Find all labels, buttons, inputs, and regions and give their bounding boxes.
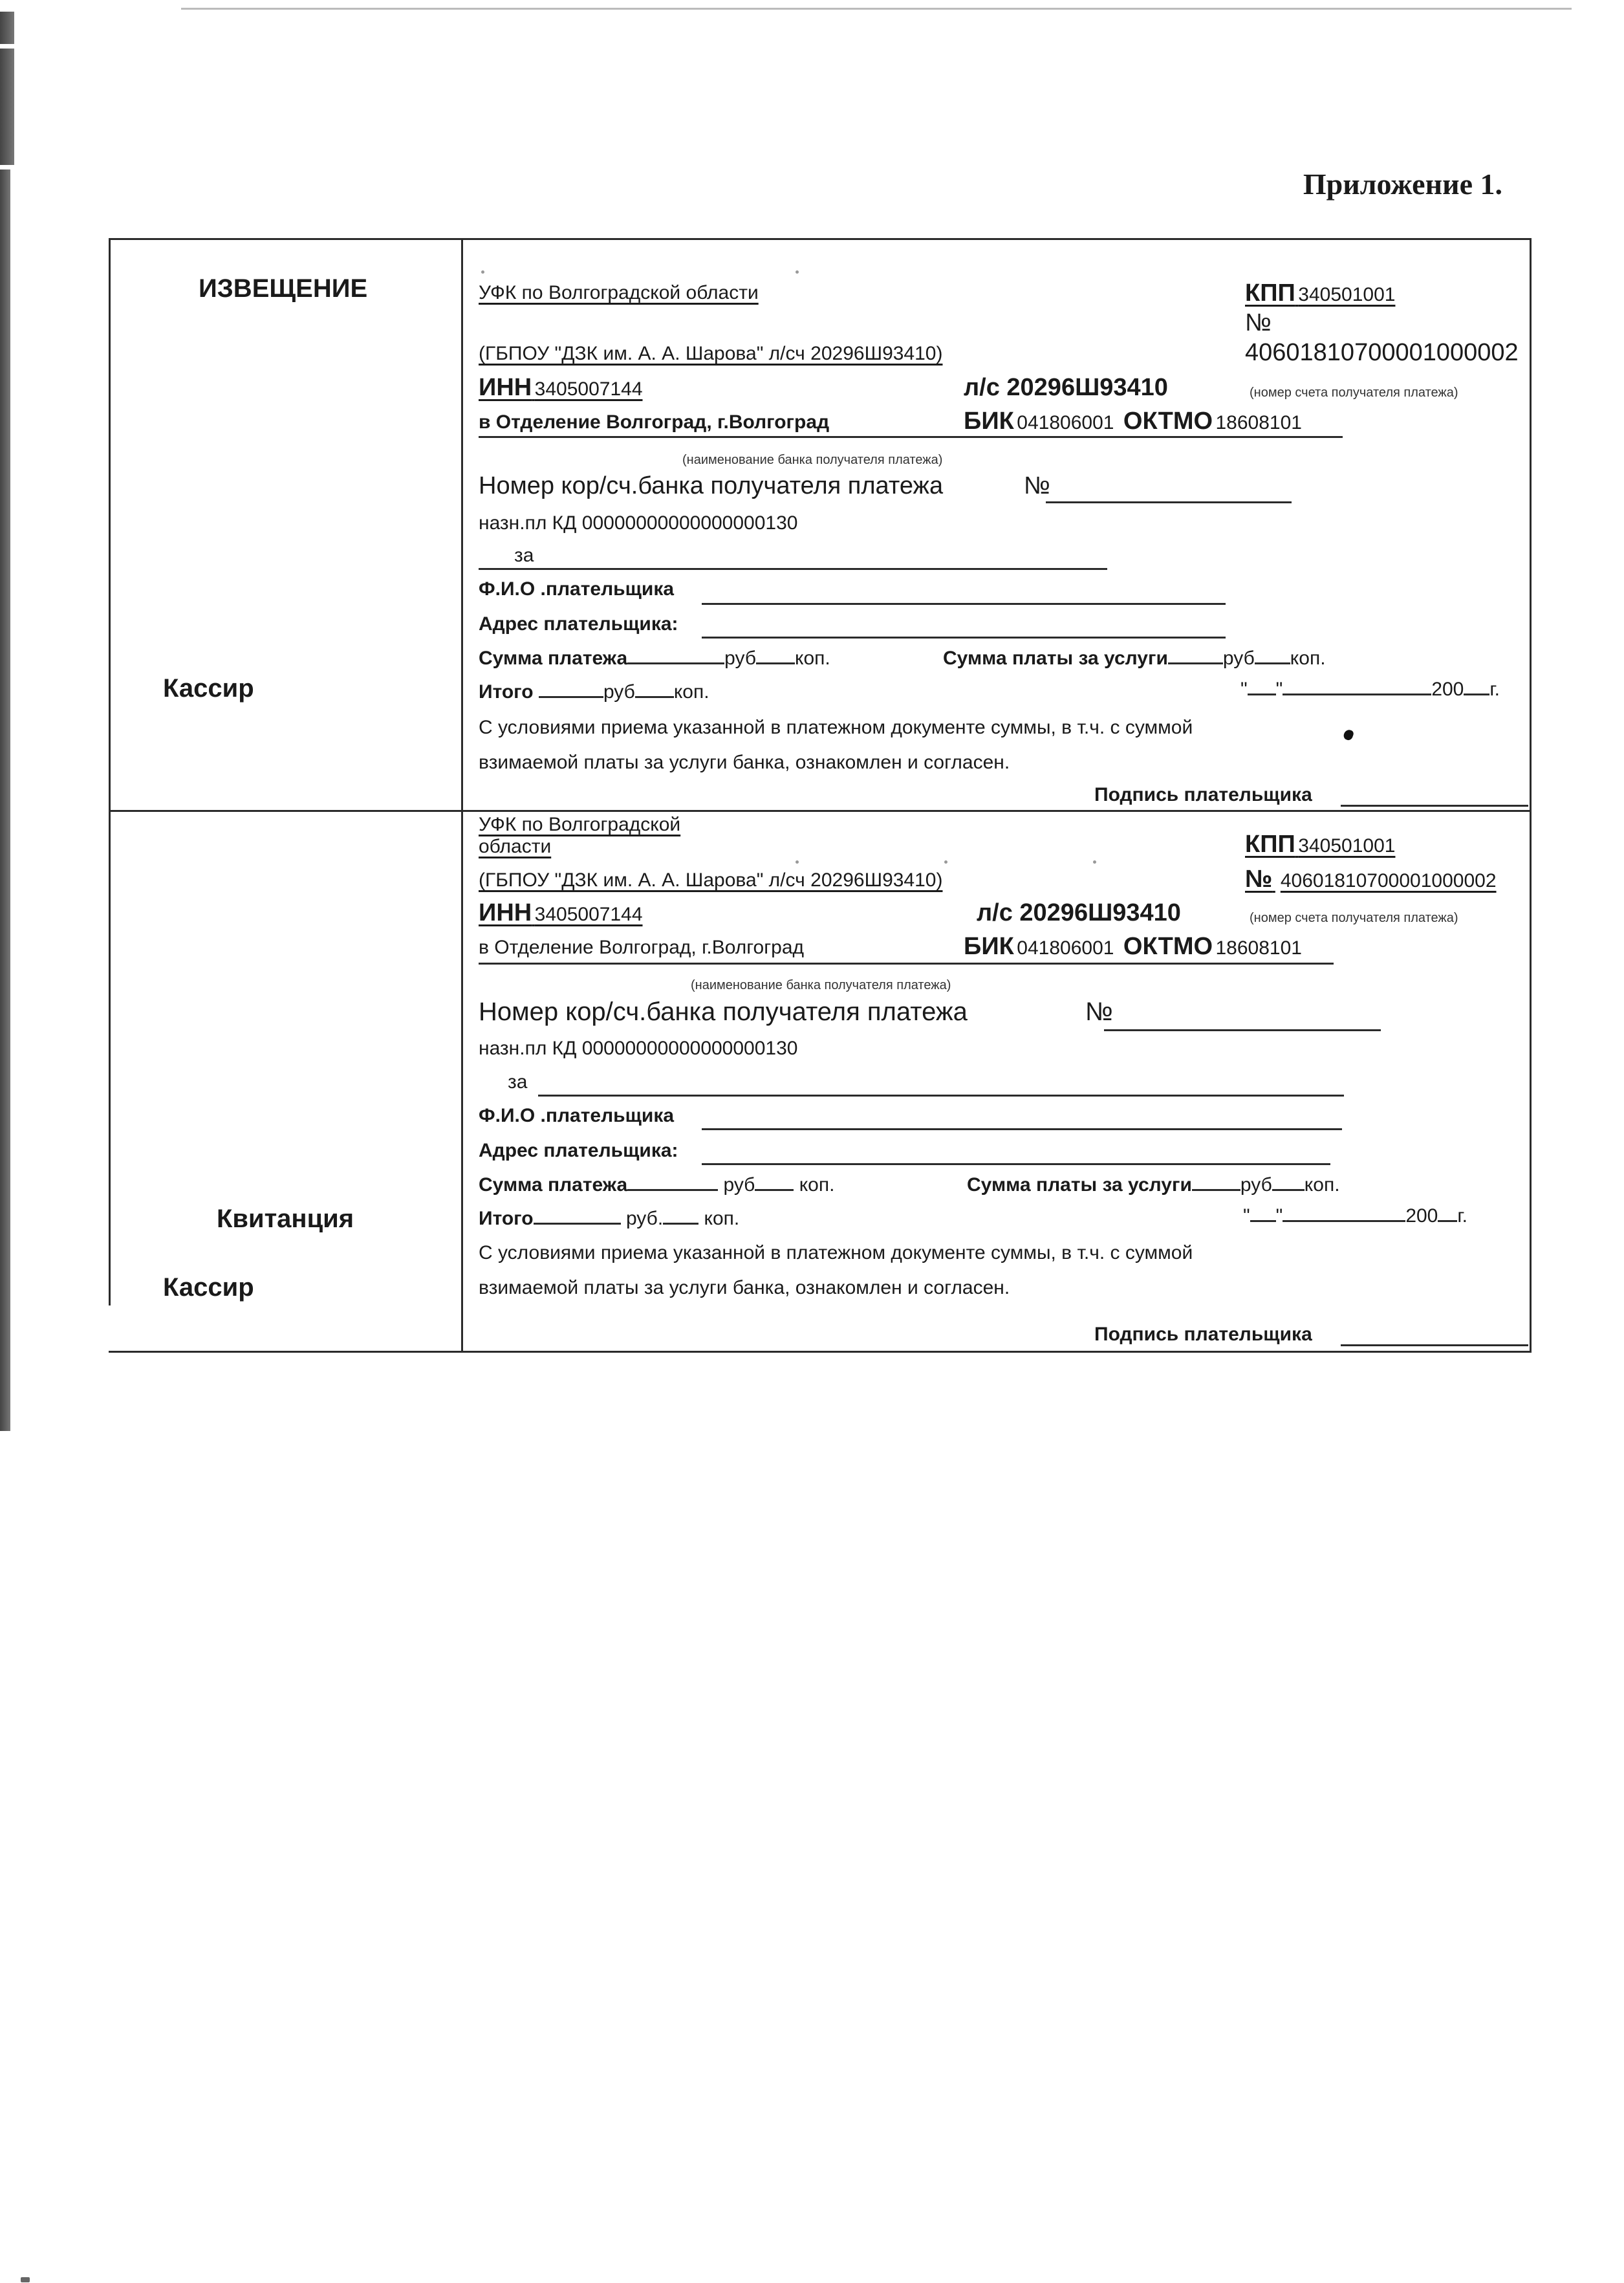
notice-date-month-field[interactable] bbox=[1283, 678, 1431, 695]
notice-date-quote-close: " bbox=[1275, 679, 1283, 700]
notice-terms-line2: взимаемой платы за услуги банка, ознакомлен и согласен. bbox=[479, 752, 1010, 773]
receipt-terms-line1: С условиями приема указанной в платежном документе суммы, в т.ч. с суммой bbox=[479, 1242, 1193, 1263]
notice-corr-account-label: Номер кор/сч.банка получателя платежа bbox=[479, 472, 944, 499]
scan-edge-middle bbox=[0, 49, 14, 165]
receipt-inn bbox=[479, 899, 643, 927]
notice-total-row bbox=[479, 681, 709, 703]
notice-signature-label: Подпись плательщика bbox=[1094, 784, 1312, 805]
notice-inn-label: ИНН bbox=[479, 374, 532, 401]
notice-payment-rub-field[interactable] bbox=[627, 647, 724, 664]
receipt-bank-caption: (наименование банка получателя платежа) bbox=[691, 978, 951, 992]
receipt-payment-kop-field[interactable] bbox=[755, 1174, 794, 1191]
appendix-title: Приложение 1. bbox=[1303, 168, 1502, 201]
receipt-inn-label: ИНН bbox=[479, 899, 532, 926]
notice-date-row bbox=[1240, 678, 1500, 701]
notice-ls-label: л/с bbox=[964, 374, 1000, 401]
receipt-service-kop-field[interactable] bbox=[1272, 1174, 1305, 1191]
receipt-total-rub: руб. bbox=[625, 1208, 664, 1229]
notice-title: ИЗВЕЩЕНИЕ bbox=[199, 274, 368, 303]
receipt-account-no-symbol: № bbox=[1245, 866, 1273, 893]
page-top-edge bbox=[181, 8, 1572, 10]
receipt-service-rub-field[interactable] bbox=[1192, 1174, 1240, 1191]
notice-service-rub: руб bbox=[1222, 648, 1255, 669]
scan-edge-lower bbox=[0, 169, 10, 1431]
notice-corr-account-field[interactable] bbox=[1046, 501, 1292, 503]
notice-service-fee-row bbox=[943, 647, 1326, 670]
notice-date-quote-open: " bbox=[1240, 679, 1248, 700]
receipt-date-month-field[interactable] bbox=[1283, 1205, 1405, 1222]
receipt-cashier-label: Кассир bbox=[163, 1273, 254, 1302]
notice-total-label: Итого bbox=[479, 681, 534, 703]
receipt-ls-label: л/с bbox=[977, 899, 1013, 926]
notice-account-no-symbol: № bbox=[1245, 309, 1272, 336]
receipt-payment-rub: руб bbox=[723, 1174, 755, 1196]
column-divider bbox=[461, 238, 463, 1352]
receipt-kpp-value: 340501001 bbox=[1298, 835, 1396, 857]
receipt-date-day-field[interactable] bbox=[1250, 1205, 1276, 1222]
receipt-service-kop: коп. bbox=[1304, 1174, 1340, 1196]
scan-edge-top bbox=[0, 12, 14, 44]
scan-speck bbox=[796, 860, 799, 864]
receipt-account-caption: (номер счета получателя платежа) bbox=[1250, 911, 1458, 925]
receipt-total-kop-field[interactable] bbox=[663, 1207, 698, 1225]
notice-account-caption: (номер счета получателя платежа) bbox=[1250, 386, 1458, 400]
notice-payer-name-label: Ф.И.О .плательщика bbox=[479, 578, 675, 600]
notice-oktmo-label: ОКТМО bbox=[1123, 408, 1213, 435]
receipt-payer-address-label: Адрес плательщика: bbox=[479, 1140, 678, 1161]
receipt-total-rub-field[interactable] bbox=[534, 1207, 621, 1225]
receipt-payment-kop: коп. bbox=[799, 1174, 835, 1196]
receipt-title: Квитанция bbox=[217, 1205, 354, 1233]
notice-total-rub: руб bbox=[603, 681, 635, 703]
notice-service-kop: коп. bbox=[1290, 648, 1326, 669]
receipt-bik-label: БИК bbox=[964, 933, 1014, 960]
notice-inn bbox=[479, 374, 643, 402]
form-left-border bbox=[109, 238, 111, 1305]
notice-bank-name: в Отделение Волгоград, г.Волгоград bbox=[479, 411, 830, 433]
notice-terms-line1: С условиями приема указанной в платежном документе суммы, в т.ч. с суммой bbox=[479, 717, 1193, 738]
notice-corr-account-no: № bbox=[1024, 472, 1050, 499]
notice-ls bbox=[964, 374, 1168, 402]
scan-speck bbox=[944, 860, 947, 864]
section-divider bbox=[109, 810, 1532, 812]
receipt-bank-name: в Отделение Волгоград, г.Волгоград bbox=[479, 937, 805, 958]
receipt-for-label: за bbox=[508, 1071, 528, 1093]
receipt-signature-field[interactable] bbox=[1341, 1344, 1528, 1346]
notice-bank-caption: (наименование банка получателя платежа) bbox=[682, 453, 943, 467]
receipt-bik-value: 041806001 bbox=[1017, 937, 1114, 959]
receipt-recipient-line1a: УФК по Волгоградской bbox=[479, 814, 681, 835]
notice-payer-address-label: Адрес плательщика: bbox=[479, 613, 678, 635]
receipt-ls-value: 20296Ш93410 bbox=[1019, 899, 1181, 926]
notice-year-prefix: 200 bbox=[1431, 679, 1464, 700]
notice-date-day-field[interactable] bbox=[1248, 678, 1276, 695]
receipt-recipient-line2: (ГБПОУ "ДЗК им. А. А. Шарова" л/сч 20296Ш93410) bbox=[479, 869, 943, 891]
notice-recipient-line2: (ГБПОУ "ДЗК им. А. А. Шарова" л/сч 20296Ш93410) bbox=[479, 343, 943, 364]
notice-oktmo-value: 18608101 bbox=[1215, 412, 1302, 433]
receipt-payer-name-label: Ф.И.О .плательщика bbox=[479, 1105, 675, 1126]
notice-account-value: 40601810700001000002 bbox=[1245, 339, 1519, 366]
notice-service-rub-field[interactable] bbox=[1168, 647, 1223, 664]
receipt-oktmo-value: 18608101 bbox=[1215, 937, 1302, 959]
notice-ls-value: 20296Ш93410 bbox=[1006, 374, 1168, 401]
receipt-signature-label: Подпись плательщика bbox=[1094, 1324, 1312, 1345]
receipt-total-kop: коп. bbox=[704, 1208, 740, 1229]
form-bottom-border bbox=[109, 1351, 1532, 1353]
notice-payment-rub: руб bbox=[724, 648, 757, 669]
form-right-border bbox=[1530, 238, 1532, 1352]
notice-recipient-line1: УФК по Волгоградской области bbox=[479, 282, 759, 303]
receipt-service-fee-row bbox=[967, 1174, 1340, 1196]
notice-inn-value: 3405007144 bbox=[534, 378, 643, 400]
scan-speck bbox=[796, 270, 799, 274]
notice-payment-sum-label: Сумма платежа bbox=[479, 648, 628, 669]
receipt-corr-account-label: Номер кор/сч.банка получателя платежа bbox=[479, 998, 968, 1026]
scan-speck bbox=[1093, 860, 1096, 864]
notice-payment-sum-row bbox=[479, 647, 830, 670]
notice-payer-address-field[interactable] bbox=[702, 637, 1226, 639]
receipt-date-row bbox=[1243, 1205, 1467, 1227]
form-top-border bbox=[109, 238, 1532, 240]
notice-bik-value: 041806001 bbox=[1017, 412, 1114, 433]
notice-service-fee-label: Сумма платы за услуги bbox=[943, 648, 1168, 669]
notice-kpp-value: 340501001 bbox=[1298, 284, 1396, 305]
receipt-payment-sum-label: Сумма платежа bbox=[479, 1174, 628, 1196]
notice-payment-kop-field[interactable] bbox=[756, 647, 795, 664]
receipt-payment-sum-row bbox=[479, 1174, 834, 1196]
receipt-for-field[interactable] bbox=[538, 1095, 1344, 1097]
receipt-service-fee-label: Сумма платы за услуги bbox=[967, 1174, 1192, 1196]
receipt-total-label: Итого bbox=[479, 1208, 534, 1229]
receipt-bank-underline bbox=[479, 963, 1334, 965]
scan-speck bbox=[21, 2277, 30, 2282]
notice-year-field[interactable] bbox=[1464, 678, 1489, 695]
receipt-payer-address-field[interactable] bbox=[702, 1163, 1330, 1165]
receipt-account-value: 40601810700001000002 bbox=[1280, 870, 1497, 891]
notice-payer-name-field[interactable] bbox=[702, 603, 1226, 605]
notice-total-rub-field[interactable] bbox=[539, 681, 603, 698]
receipt-kpp bbox=[1245, 831, 1395, 858]
receipt-account bbox=[1245, 866, 1497, 893]
receipt-year-prefix: 200 bbox=[1405, 1205, 1438, 1227]
receipt-year-field[interactable] bbox=[1438, 1205, 1457, 1222]
receipt-date-quote-close: " bbox=[1275, 1205, 1283, 1227]
receipt-corr-account-field[interactable] bbox=[1104, 1029, 1381, 1031]
notice-cashier-label: Кассир bbox=[163, 674, 254, 703]
notice-bik-oktmo bbox=[964, 408, 1302, 435]
receipt-recipient-line1b: области bbox=[479, 836, 552, 857]
notice-for-label: за bbox=[514, 545, 534, 566]
receipt-purpose: назн.пл КД 00000000000000000130 bbox=[479, 1038, 798, 1059]
receipt-bik-oktmo bbox=[964, 933, 1302, 961]
notice-purpose: назн.пл КД 00000000000000000130 bbox=[479, 512, 798, 534]
receipt-kpp-label: КПП bbox=[1245, 831, 1295, 858]
receipt-inn-value: 3405007144 bbox=[534, 904, 643, 925]
receipt-oktmo-label: ОКТМО bbox=[1123, 933, 1213, 960]
notice-kpp-label: КПП bbox=[1245, 279, 1295, 307]
notice-bik-label: БИК bbox=[964, 408, 1014, 435]
receipt-service-rub: руб bbox=[1240, 1174, 1272, 1196]
notice-for-field[interactable] bbox=[479, 568, 1107, 570]
scan-speck bbox=[481, 270, 484, 274]
notice-bank-underline bbox=[479, 436, 1343, 438]
notice-total-kop-field[interactable] bbox=[635, 681, 674, 698]
receipt-year-suffix: г. bbox=[1457, 1205, 1467, 1227]
receipt-total-row bbox=[479, 1207, 739, 1230]
ink-blot bbox=[1343, 728, 1355, 741]
notice-signature-field[interactable] bbox=[1341, 805, 1528, 807]
receipt-payer-name-field[interactable] bbox=[702, 1128, 1342, 1130]
notice-total-kop: коп. bbox=[673, 681, 709, 703]
notice-payment-kop: коп. bbox=[795, 648, 830, 669]
receipt-payment-rub-field[interactable] bbox=[627, 1174, 718, 1191]
receipt-corr-account-no: № bbox=[1085, 998, 1113, 1026]
notice-kpp bbox=[1245, 279, 1395, 307]
receipt-ls bbox=[977, 899, 1181, 927]
notice-service-kop-field[interactable] bbox=[1255, 647, 1290, 664]
notice-year-suffix: г. bbox=[1489, 679, 1500, 700]
receipt-terms-line2: взимаемой платы за услуги банка, ознакомлен и согласен. bbox=[479, 1277, 1010, 1298]
receipt-date-quote-open: " bbox=[1243, 1205, 1250, 1227]
